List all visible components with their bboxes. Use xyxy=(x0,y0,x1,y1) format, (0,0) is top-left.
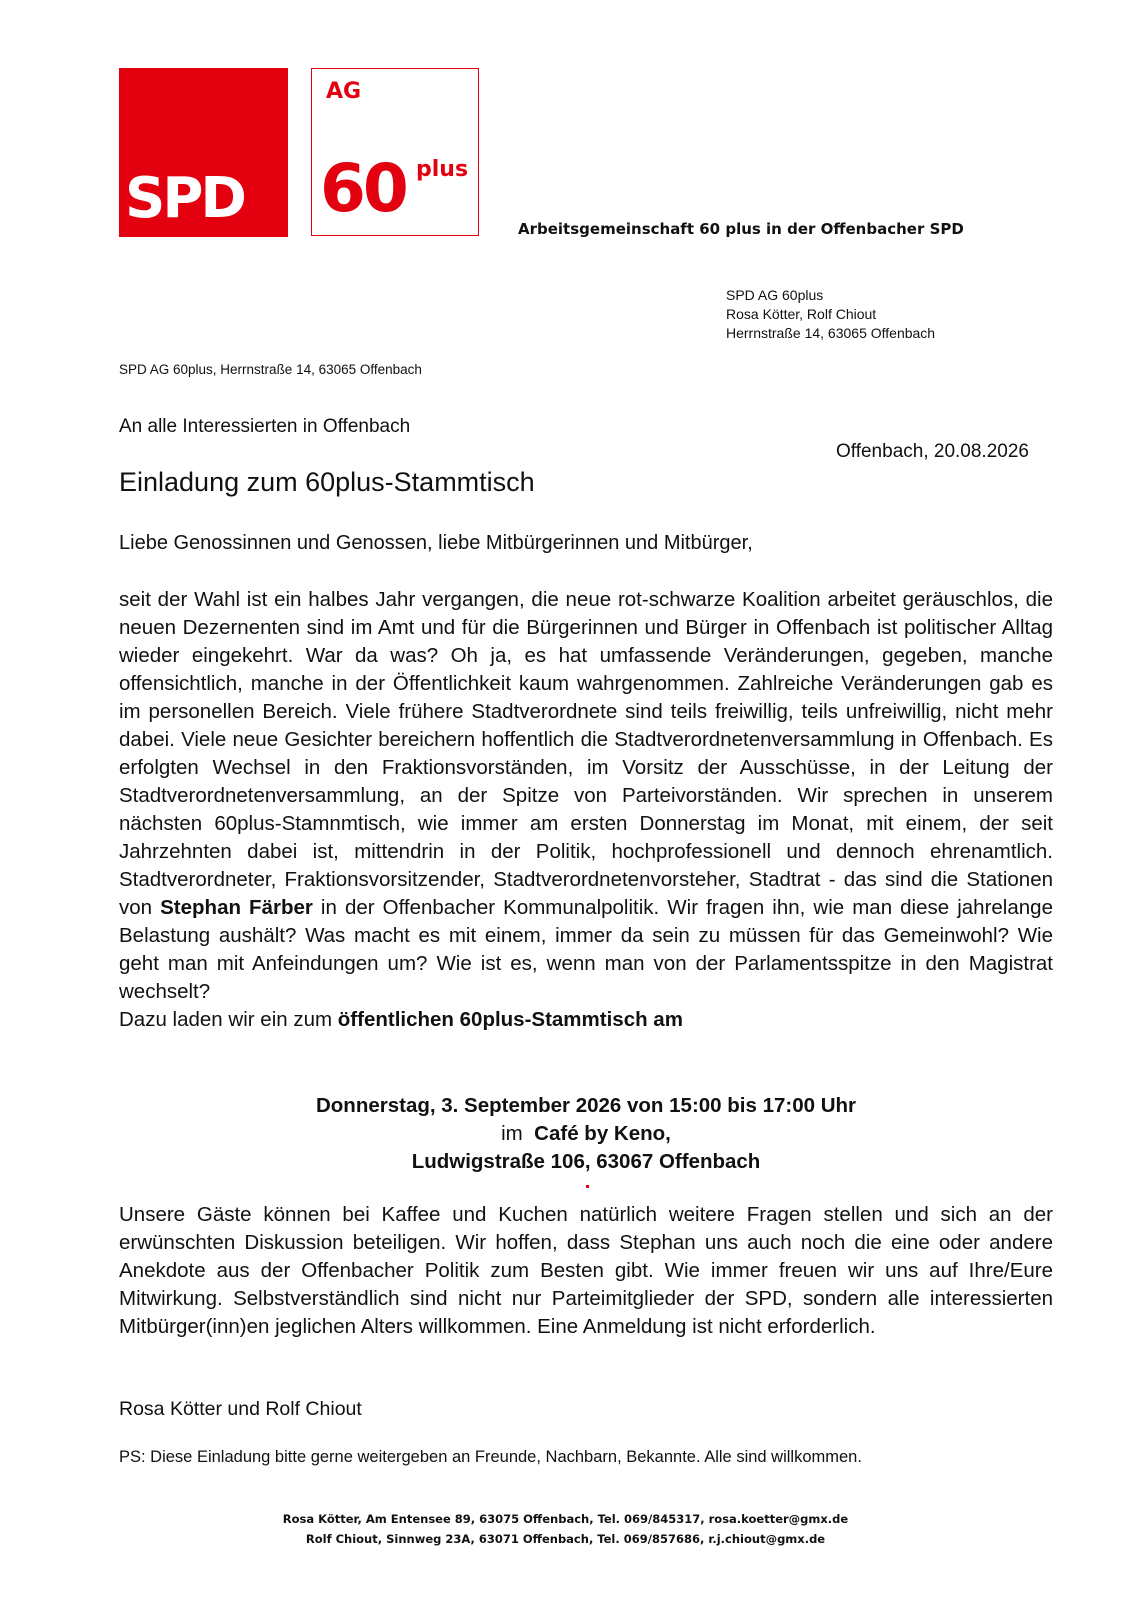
age-suffix: plus xyxy=(416,157,469,182)
event-address: Ludwigstraße 106, 63067 Offenbach xyxy=(411,1150,761,1173)
letter-subject: Einladung zum 60plus-Stammtisch xyxy=(119,467,535,497)
event-venue: Café by Keno, xyxy=(534,1122,671,1145)
sender-line: Herrnstraße 14, 63065 Offenbach xyxy=(726,325,936,341)
invite-line xyxy=(119,1006,1053,1034)
ag-logo-text: AG xyxy=(326,79,362,104)
spd-logo-text: SPD xyxy=(125,166,244,231)
red-dot xyxy=(586,1185,589,1188)
event-datetime: Donnerstag, 3. September 2026 von 15:00 bis 17:00 Uhr xyxy=(315,1094,857,1117)
salutation: Liebe Genossinnen und Genossen, liebe Mitbürgerinnen und Mitbürger, xyxy=(119,532,753,554)
footer-line: Rolf Chiout, Sinnweg 23A, 63071 Offenbach, Tel. 069/857686, r.j.chiout@gmx.de xyxy=(305,1532,826,1546)
postscript: PS: Diese Einladung bitte gerne weitergeben an Freunde, Nachbarn, Bekannte. Alle sind willkommen. xyxy=(119,1448,862,1466)
footer xyxy=(0,1509,1131,1549)
age-number: 60 xyxy=(320,150,406,227)
ag-60plus-logo xyxy=(311,68,479,236)
venue-prefix: im xyxy=(501,1122,523,1145)
organization-title: Arbeitsgemeinschaft 60 plus in der Offenbacher SPD xyxy=(518,220,964,238)
spd-logo xyxy=(119,68,288,237)
body-text-part: seit der Wahl ist ein halbes Jahr vergangen, die neue rot-schwarze Koalition arbeitet geräuschlos, die neuen Dezernenten sind im Amt und für die Bürgerinnen und Bürger in Offenbach ist politischer Alltag wieder eingekehrt. War da was? Oh ja, es hat umfassende Veränderungen, gegeben, manche offensichtlich, manche in der Öffentlichkeit kaum wahrgenommen. Zahlreiche Veränderungen gab es im personellen Bereich. Viele frühere Stadtverordnete sind teils freiwillig, teils unfreiwillig, nicht mehr dabei. Viele neue Gesichter bereichern hoffentlich die Stadtverordnetenversammlung in Offenbach. Es erfolgten Wechsel in den Fraktionsvorständen, im Vorsitz der Ausschüsse, in der Leitung der Stadtverordnetenversammlung, an der Spitze von Parteivorständen. Wir sprechen in unserem nächsten 60plus-Stamnmtisch, wie immer am ersten Donnerstag im Monat, mit einem, der seit Jahrzehnten dabei ist, mittendrin in der Politik, hochprofessionell und dennoch ehrenamtlich. Stadtverordneter, Fraktionsvorsitzender, Stadtverordnetenvorsteher, Stadtrat - das sind die Stationen von xyxy=(119,588,1053,919)
sender-line: Rosa Kötter, Rolf Chiout xyxy=(726,306,877,322)
event-details xyxy=(119,1092,1053,1176)
recipient: An alle Interessierten in Offenbach xyxy=(119,416,411,437)
body-paragraph xyxy=(119,586,1053,1006)
letter-body xyxy=(119,586,1053,1034)
sender-address xyxy=(726,286,935,343)
return-address: SPD AG 60plus, Herrnstraße 14, 63065 Offenbach xyxy=(119,362,422,377)
invite-bold: öffentlichen 60plus-Stammtisch am xyxy=(337,1008,683,1031)
signature: Rosa Kötter und Rolf Chiout xyxy=(119,1398,362,1420)
invite-lead: Dazu laden wir ein zum xyxy=(119,1008,333,1031)
footer-line: Rosa Kötter, Am Entensee 89, 63075 Offenbach, Tel. 069/845317, rosa.koetter@gmx.de xyxy=(282,1512,849,1526)
guest-name: Stephan Färber xyxy=(160,896,313,919)
event-venue-line xyxy=(119,1120,1053,1148)
letter-date: Offenbach, 20.08.2026 xyxy=(836,441,1029,462)
body-text-part: in der Offenbacher Kommunalpolitik. Wir fragen ihn, wie man diese jahrelange Belastung aushält? Was macht es mit einem, immer da sein zu müssen für das Gemeinwohl? Wie geht man mit Anfeindungen um? Wie ist es, wenn man von der Parlamentsspitze in den Magistrat wechselt? xyxy=(119,896,1053,1003)
closing-paragraph: Unsere Gäste können bei Kaffee und Kuchen natürlich weitere Fragen stellen und sich an der erwünschten Diskussion beteiligen. Wir hoffen, dass Stephan uns auch noch die eine oder andere Anekdote aus der Offenbacher Politik zum Besten gibt. Wie immer freuen wir uns auf Ihre/Eure Mitwirkung. Selbstverständlich sind nicht nur Parteimitglieder der SPD, sondern alle interessierten Mitbürger(inn)en jeglichen Alters willkommen. Eine Anmeldung ist nicht erforderlich. xyxy=(119,1203,1053,1338)
sender-line: SPD AG 60plus xyxy=(726,287,824,303)
